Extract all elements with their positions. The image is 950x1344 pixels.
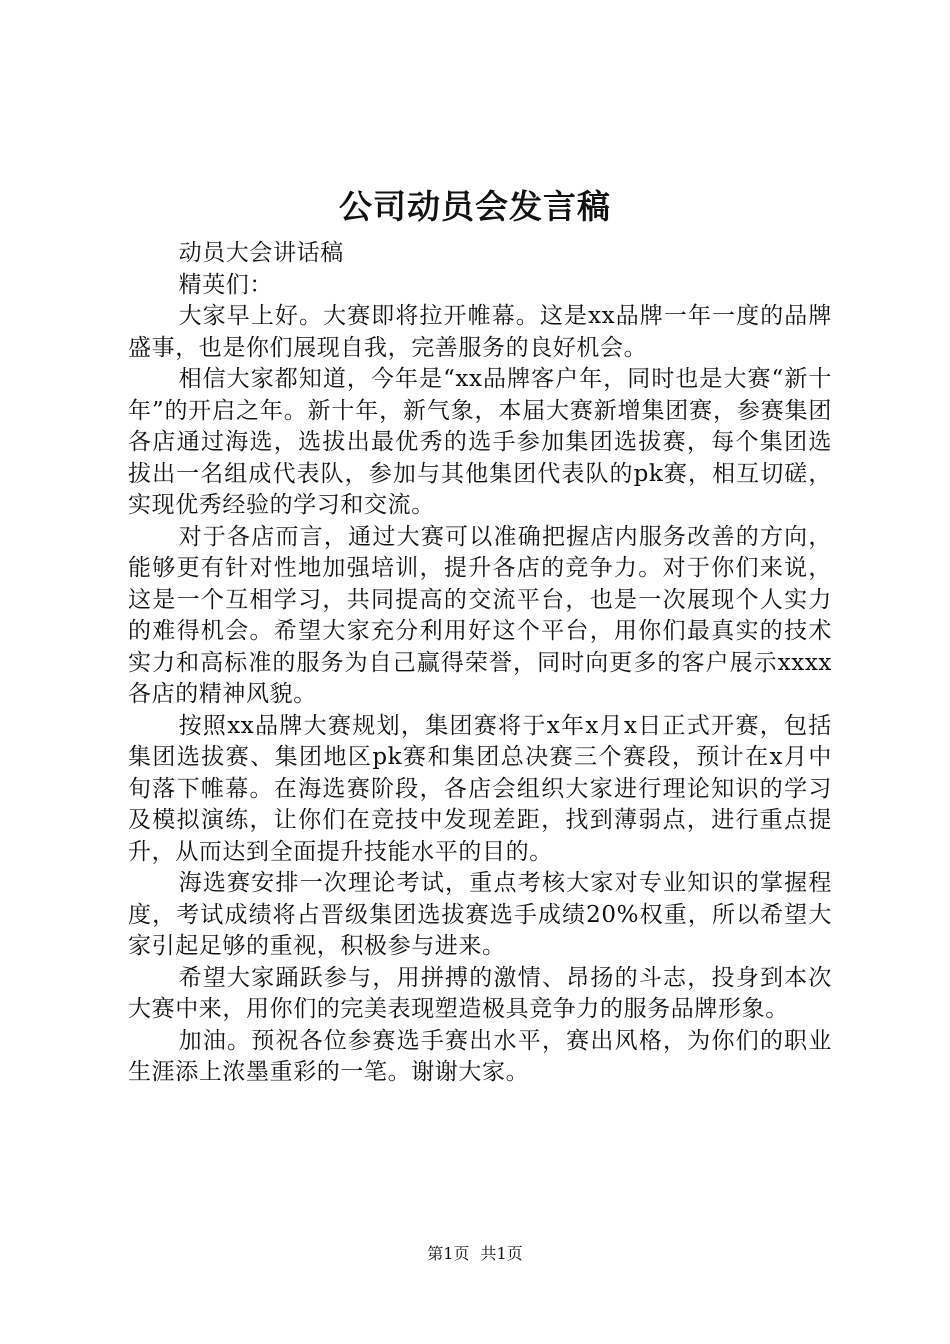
paragraph: 大家早上好。大赛即将拉开帷幕。这是xx品牌一年一度的品牌盛事，也是你们展现自我，完善服务的良好机会。	[128, 303, 832, 361]
document-title: 公司动员会发言稿	[339, 187, 611, 226]
document-body	[128, 238, 832, 1089]
paragraph-salutation: 精英们：	[178, 271, 273, 298]
page-footer	[0, 1243, 950, 1265]
paragraph: 对于各店而言，通过大赛可以准确把握店内服务改善的方向，能够更有针对性地加强培训，提升各店的竞争力。对于你们来说，这是一个互相学习，共同提高的交流平台，也是一次展现个人实力的难得机会。希望大家充分利用好这个平台，用你们最真实的技术实力和高标准的服务为自己赢得荣誉，同时向更多的客户展示xxxx各店的精神风貌。	[128, 523, 832, 707]
paragraph-heading: 动员大会讲话稿	[178, 240, 344, 266]
paragraph: 加油。预祝各位参赛选手赛出水平，赛出风格，为你们的职业生涯添上浓墨重彩的一笔。谢谢大家。	[128, 1027, 832, 1085]
paragraph: 希望大家踊跃参与，用拼搏的激情、昂扬的斗志，投身到本次大赛中来，用你们的完美表现塑造极具竞争力的服务品牌形象。	[128, 964, 832, 1022]
paragraph: 海选赛安排一次理论考试，重点考核大家对专业知识的掌握程度，考试成绩将占晋级集团选拔赛选手成绩20%权重，所以希望大家引起足够的重视，积极参与进来。	[128, 870, 832, 959]
page-total: 共1页	[480, 1244, 523, 1263]
paragraph: 按照xx品牌大赛规划，集团赛将于x年x月x日正式开赛，包括集团选拔赛、集团地区pk赛和集团总决赛三个赛段，预计在x月中旬落下帷幕。在海选赛阶段，各店会组织大家进行理论知识的学习及模拟演练，让你们在竞技中发现差距，找到薄弱点，进行重点提升，从而达到全面提升技能水平的目的。	[128, 712, 832, 865]
page-number: 第1页	[427, 1244, 470, 1263]
paragraph: 相信大家都知道，今年是“xx品牌客户年，同时也是大赛“新十年”的开启之年。新十年，新气象，本届大赛新增集团赛，参赛集团各店通过海选，选拔出最优秀的选手参加集团选拔赛，每个集团选拔出一名组成代表队，参加与其他集团代表队的pk赛，相互切磋，实现优秀经验的学习和交流。	[128, 366, 832, 518]
